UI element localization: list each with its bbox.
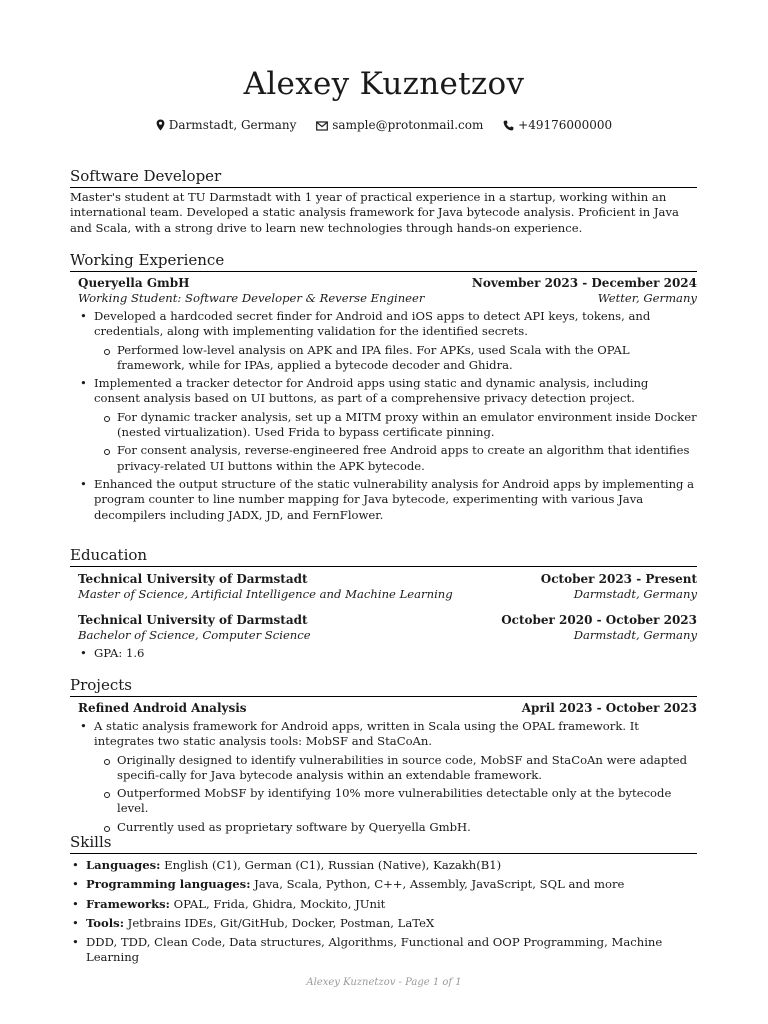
projects-section: [70, 675, 697, 835]
sub-list-item: Performed low-level analysis on APK and IPA files. For APKs, used Scala with the OPAL framework, while for IPAs, applied a bytecode decoder and Ghidra.: [78, 343, 697, 374]
entry-location: Darmstadt, Germany: [573, 628, 697, 642]
entry-header: [78, 701, 697, 716]
sub-list-item: For consent analysis, reverse-engineered free Android apps to create an algorithm that identifies privacy-related UI buttons within the APK bytecode.: [78, 443, 697, 474]
list-item: • A static analysis framework for Android apps, written in Scala using the OPAL framework. It integrates two static analysis tools: MobSF and StaCoAn.: [78, 719, 697, 750]
section-title: Projects: [70, 675, 697, 697]
page-footer: Alexey Kuznetzov - Page 1 of 1: [306, 977, 462, 988]
entry-dates: October 2023 - Present: [540, 572, 697, 586]
school-name: Technical University of Darmstadt: [78, 613, 308, 627]
summary-text: Master's student at TU Darmstadt with 1 year of practical experience in a startup, working within an international team. Developed a static analysis framework for Java bytecode analysis. Proficient in Java and Scala, with a strong drive to learn new technologies through hands-on experience.: [70, 190, 679, 235]
section-title: Software Developer: [70, 166, 697, 188]
sub-list-item: Originally designed to identify vulnerabilities in source code, MobSF and StaCoAn were adapted specifi-cally for Java bytecode analysis within an extendable framework.: [78, 753, 697, 784]
list-item: [70, 916, 697, 931]
section-title: Skills: [70, 832, 697, 854]
entry-subheader: [78, 291, 697, 306]
entry-location: Darmstadt, Germany: [573, 587, 697, 601]
experience-bullets: [78, 309, 697, 523]
skill-label: Languages:: [86, 858, 161, 872]
entry-header: [78, 613, 697, 628]
experience-entry: [70, 276, 697, 523]
location-text: Darmstadt, Germany: [168, 118, 297, 132]
envelope-icon: [316, 121, 328, 131]
entry-subheader: [78, 587, 697, 602]
entry-subheader: [78, 628, 697, 643]
list-item: [70, 897, 697, 912]
skills-list: [70, 858, 697, 966]
degree-title: Master of Science, Artificial Intelligence and Machine Learning: [78, 587, 453, 601]
candidate-name: Alexey Kuznetzov: [243, 66, 525, 102]
skill-value: Java, Scala, Python, C++, Assembly, JavaScript, SQL and more: [254, 877, 625, 892]
skill-value: English (C1), German (C1), Russian (Native), Kazakh(B1): [164, 858, 502, 872]
company-name: Queryella GmbH: [78, 276, 190, 290]
education-entry: [70, 613, 697, 661]
list-item: [70, 858, 697, 873]
education-bullets: [78, 646, 697, 661]
contact-line: [0, 116, 768, 134]
phone-icon: [503, 120, 514, 131]
skill-value: OPAL, Frida, Ghidra, Mockito, JUnit: [173, 896, 386, 911]
list-item: [70, 877, 697, 892]
skill-label: Programming languages:: [86, 877, 251, 892]
skill-label: Frameworks:: [86, 896, 170, 911]
list-item: • Enhanced the output structure of the static vulnerability analysis for Android apps by implementing a program counter to line number mapping for Java bytecode, experimenting with various Java decompilers including JADX, JD, and FernFlower.: [78, 477, 697, 523]
map-pin-icon: [156, 119, 165, 131]
entry-dates: April 2023 - October 2023: [521, 701, 697, 715]
skills-section: [70, 832, 697, 966]
project-bullets: [78, 719, 697, 835]
phone-text[interactable]: +49176000000: [518, 118, 613, 132]
sub-list-item: Currently used as proprietary software by Queryella GmbH.: [78, 820, 697, 835]
entry-location: Wetter, Germany: [597, 291, 697, 305]
project-name: Refined Android Analysis: [78, 701, 247, 715]
list-item: • GPA: 1.6: [78, 646, 697, 661]
contact-phone[interactable]: [503, 116, 612, 134]
education-entry: [70, 572, 697, 602]
sub-list-item: For dynamic tracker analysis, set up a MITM proxy within an emulator environment inside Docker (nested virtualization). Used Frida to bypass certificate pinning.: [78, 410, 697, 441]
list-item: • DDD, TDD, Clean Code, Data structures, Algorithms, Functional and OOP Programming, Machine Learning: [70, 935, 697, 966]
school-name: Technical University of Darmstadt: [78, 572, 308, 586]
summary-section: [70, 166, 697, 236]
experience-section: [70, 250, 697, 523]
entry-header: [78, 572, 697, 587]
entry-header: [78, 276, 697, 291]
email-text[interactable]: sample@protonmail.com: [332, 118, 484, 132]
sub-list-item: Outperformed MobSF by identifying 10% more vulnerabilities detectable only at the bytecode level.: [78, 786, 697, 817]
education-section: [70, 545, 697, 661]
skill-label: Tools:: [86, 915, 124, 930]
skill-value: Jetbrains IDEs, Git/GitHub, Docker, Postman, LaTeX: [127, 915, 435, 930]
degree-title: Bachelor of Science, Computer Science: [78, 628, 311, 642]
entry-dates: November 2023 - December 2024: [471, 276, 697, 290]
contact-location: [156, 116, 297, 134]
section-title: Education: [70, 545, 697, 567]
entry-dates: October 2020 - October 2023: [501, 613, 697, 627]
section-title: Working Experience: [70, 250, 697, 272]
list-item: • Developed a hardcoded secret finder for Android and iOS apps to detect API keys, tokens, and credentials, along with implementing validation for the identified secrets.: [78, 309, 697, 340]
contact-email[interactable]: [316, 116, 483, 134]
project-entry: [70, 701, 697, 835]
role-title: Working Student: Software Developer & Reverse Engineer: [78, 291, 425, 305]
list-item: • Implemented a tracker detector for Android apps using static and dynamic analysis, including consent analysis based on UI buttons, as part of a comprehensive privacy detection project.: [78, 376, 697, 407]
